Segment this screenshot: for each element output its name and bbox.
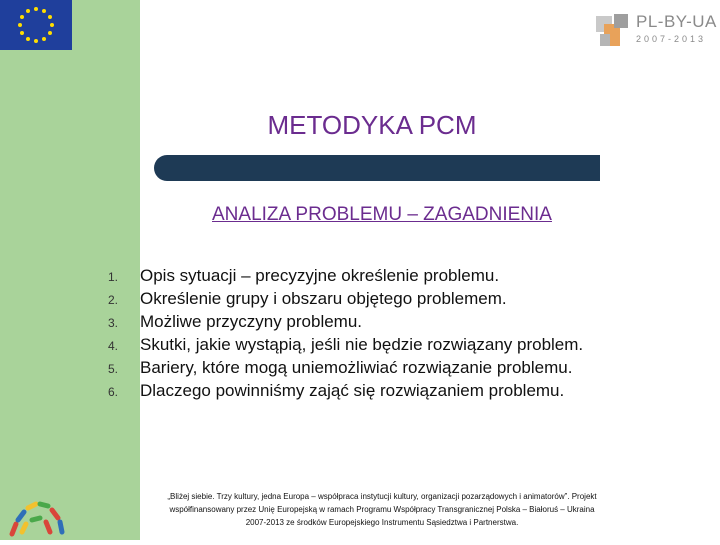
logo-years: 2007-2013 xyxy=(636,34,707,44)
project-logo-icon xyxy=(2,484,68,540)
list-item-text: Opis sytuacji – precyzyjne określenie problemu. xyxy=(140,266,500,285)
list-item xyxy=(108,287,583,310)
list-item-number: 6. xyxy=(108,385,119,399)
slide-title: METODYKA PCM xyxy=(267,110,477,140)
pl-by-ua-logo xyxy=(594,12,717,52)
list-item xyxy=(108,310,583,333)
eu-flag-icon xyxy=(0,0,72,50)
list-item-number: 4. xyxy=(108,339,119,353)
list-item xyxy=(108,264,583,287)
list-item-text: Dlaczego powinniśmy zająć się rozwiązaniem problemu. xyxy=(140,381,565,400)
title-underline-bar xyxy=(154,155,600,181)
footer-line: „Bliżej siebie. Trzy kultury, jedna Europa – współpraca instytucji kultury, organizacji pozarządowych i animatorów”. Projekt xyxy=(167,492,597,501)
pl-by-ua-logo-icon xyxy=(594,12,632,50)
list-item xyxy=(108,379,583,402)
list-item-number: 2. xyxy=(108,293,119,307)
slide-subtitle: ANALIZA PROBLEMU – ZAGADNIENIA xyxy=(212,204,552,225)
logo-text: PL-BY-UA xyxy=(636,12,717,31)
list-item-text: Możliwe przyczyny problemu. xyxy=(140,312,363,331)
problem-list xyxy=(108,264,583,402)
list-item-number: 5. xyxy=(108,362,119,376)
list-item-number: 1. xyxy=(108,270,119,284)
list-item-number: 3. xyxy=(108,316,119,330)
list-item xyxy=(108,333,583,356)
footer-text xyxy=(82,490,682,529)
footer-line: współfinansowany przez Unię Europejską w ramach Programu Współpracy Transgranicznej Polska – Białoruś – Ukraina xyxy=(169,505,595,514)
footer-line: 2007-2013 ze środków Europejskiego Instrumentu Sąsiedztwa i Partnerstwa. xyxy=(245,518,519,527)
list-item-text: Bariery, które mogą uniemożliwiać rozwiązanie problemu. xyxy=(140,358,573,377)
list-item-text: Skutki, jakie wystąpią, jeśli nie będzie rozwiązany problem. xyxy=(140,335,584,354)
list-item xyxy=(108,356,583,379)
list-item-text: Określenie grupy i obszaru objętego problemem. xyxy=(140,289,507,308)
